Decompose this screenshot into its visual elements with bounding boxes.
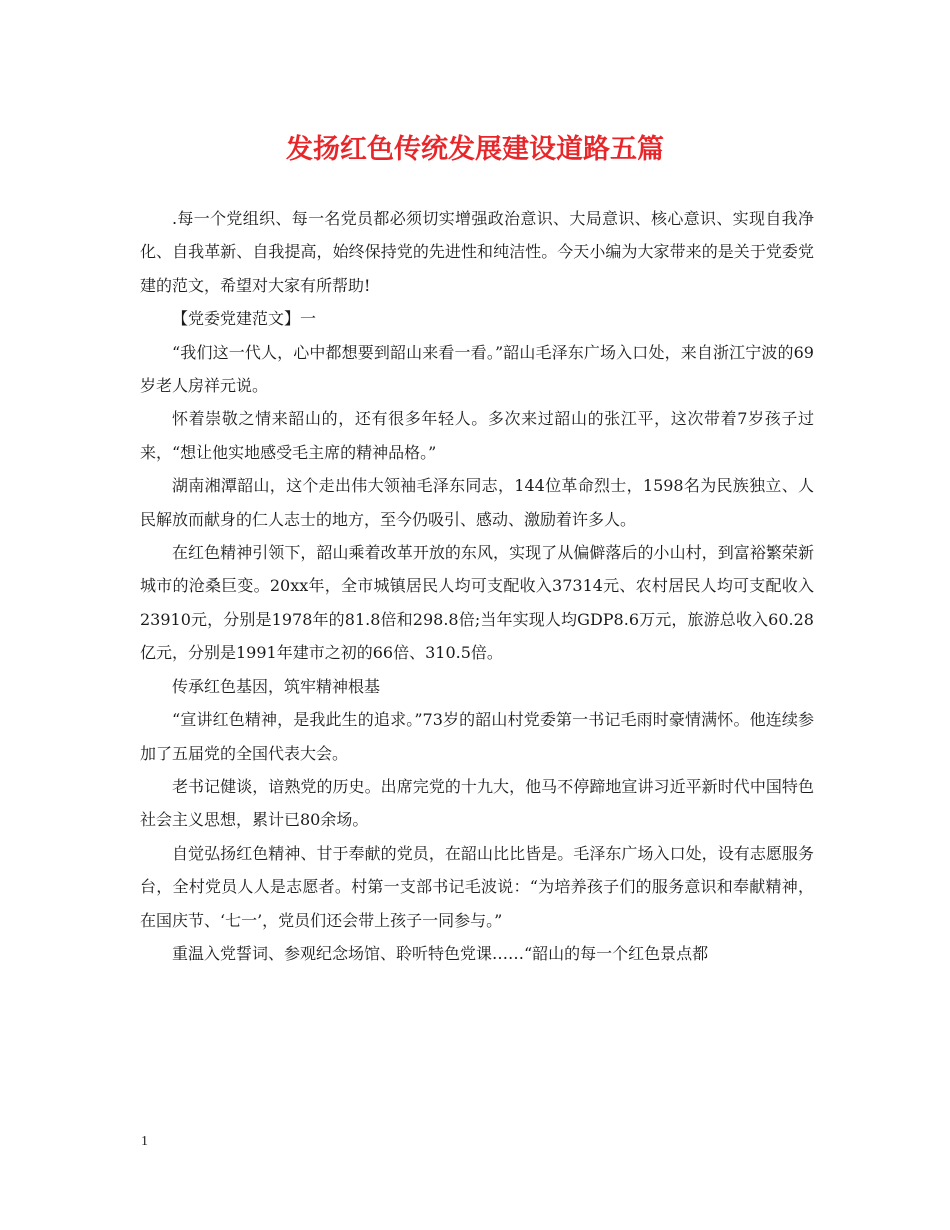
paragraph-economy: 在红色精神引领下，韶山乘着改革开放的东风，实现了从偏僻落后的小山村，到富裕繁荣新城市的沧桑巨变。20xx年，全市城镇居民人均可支配收入37314元、农村居民人均可支配收入23910元，分别是1978年的81.8倍和298.8倍;当年实现人均GDP8.6万元，旅游总收入60.28亿元，分别是1991年建市之初的66倍、310.5倍。 xyxy=(140,543,814,663)
paragraph-subheading: 传承红色基因，筑牢精神根基 xyxy=(172,676,381,696)
paragraph-volunteers: 自觉弘扬红色精神、甘于奉献的党员，在韶山比比皆是。毛泽东广场入口处，设有志愿服务台，全村党员人人是志愿者。村第一支部书记毛波说：“为培养孩子们的服务意识和奉献精神，在国庆节、‘七一’，党员们还会带上孩子一同参与。” xyxy=(140,843,814,930)
paragraph-shaoshan: 湖南湘潭韶山，这个走出伟大领袖毛泽东同志，144位革命烈士，1598名为民族独立、人民解放而献身的仁人志士的地方，至今仍吸引、感动、激励着许多人。 xyxy=(140,476,814,529)
paragraph-quote-elder: “我们这一代人，心中都想要到韶山来看一看。”韶山毛泽东广场入口处，来自浙江宁波的69岁老人房祥元说。 xyxy=(140,342,814,396)
paragraph-secretary-quote: “宣讲红色精神，是我此生的追求。”73岁的韶山村党委第一书记毛雨时豪情满怀。他连续参加了五届党的全国代表大会。 xyxy=(140,710,814,763)
paragraph-young-visitors: 怀着崇敬之情来韶山的，还有很多年轻人。多次来过韶山的张江平，这次带着7岁孩子过来，“想让他实地感受毛主席的精神品格。” xyxy=(140,409,814,462)
paragraph-old-secretary: 老书记健谈，谙熟党的历史。出席完党的十九大，他马不停蹄地宣讲习近平新时代中国特色社会主义思想，累计已80余场。 xyxy=(140,776,814,830)
paragraph-section-heading: 【党委党建范文】一 xyxy=(172,309,317,329)
paragraph-oath: 重温入党誓词、参观纪念场馆、聆听特色党课……“韶山的每一个红色景点都 xyxy=(172,943,709,963)
document-title: 发扬红色传统发展建设道路五篇 xyxy=(286,134,664,165)
paragraph-intro: .每一个党组织、每一名党员都必须切实增强政治意识、大局意识、核心意识、实现自我净化、自我革新、自我提高，始终保持党的先进性和纯洁性。今天小编为大家带来的是关于党委党建的范文，希望对大家有所帮助! xyxy=(140,209,814,295)
page-number: 1 xyxy=(141,1134,148,1149)
document-body xyxy=(140,202,814,970)
